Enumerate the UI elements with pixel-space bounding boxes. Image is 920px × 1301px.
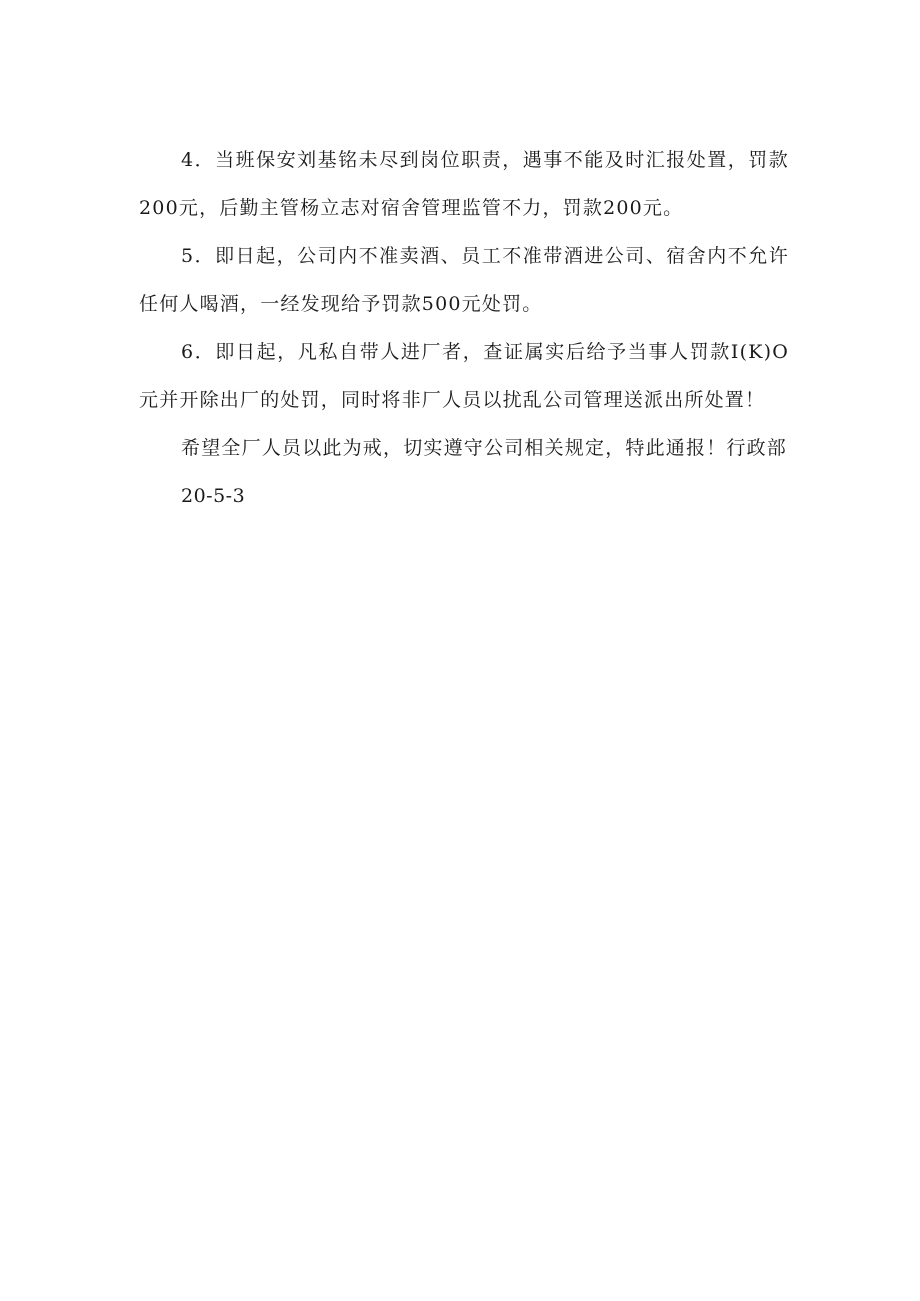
paragraph-item-5: 5．即日起，公司内不准卖酒、员工不准带酒进公司、宿舍内不允许任何人喝酒，一经发现给予罚款500元处罚。 (139, 245, 789, 315)
paragraph-item-4: 4．当班保安刘基铭未尽到岗位职责，遇事不能及时汇报处置，罚款200元，后勤主管杨立志对宿舍管理监管不力，罚款200元。 (139, 149, 789, 219)
document-date: 20-5-3 (181, 485, 246, 507)
closing-paragraph: 希望全厂人员以此为戒，切实遵守公司相关规定，特此通报！行政部 (181, 437, 788, 459)
document-body (139, 136, 789, 520)
paragraph-item-6: 6．即日起，凡私自带人进厂者，查证属实后给予当事人罚款I(K)O元并开除出厂的处罚，同时将非厂人员以扰乱公司管理送派出所处置！ (139, 341, 789, 411)
